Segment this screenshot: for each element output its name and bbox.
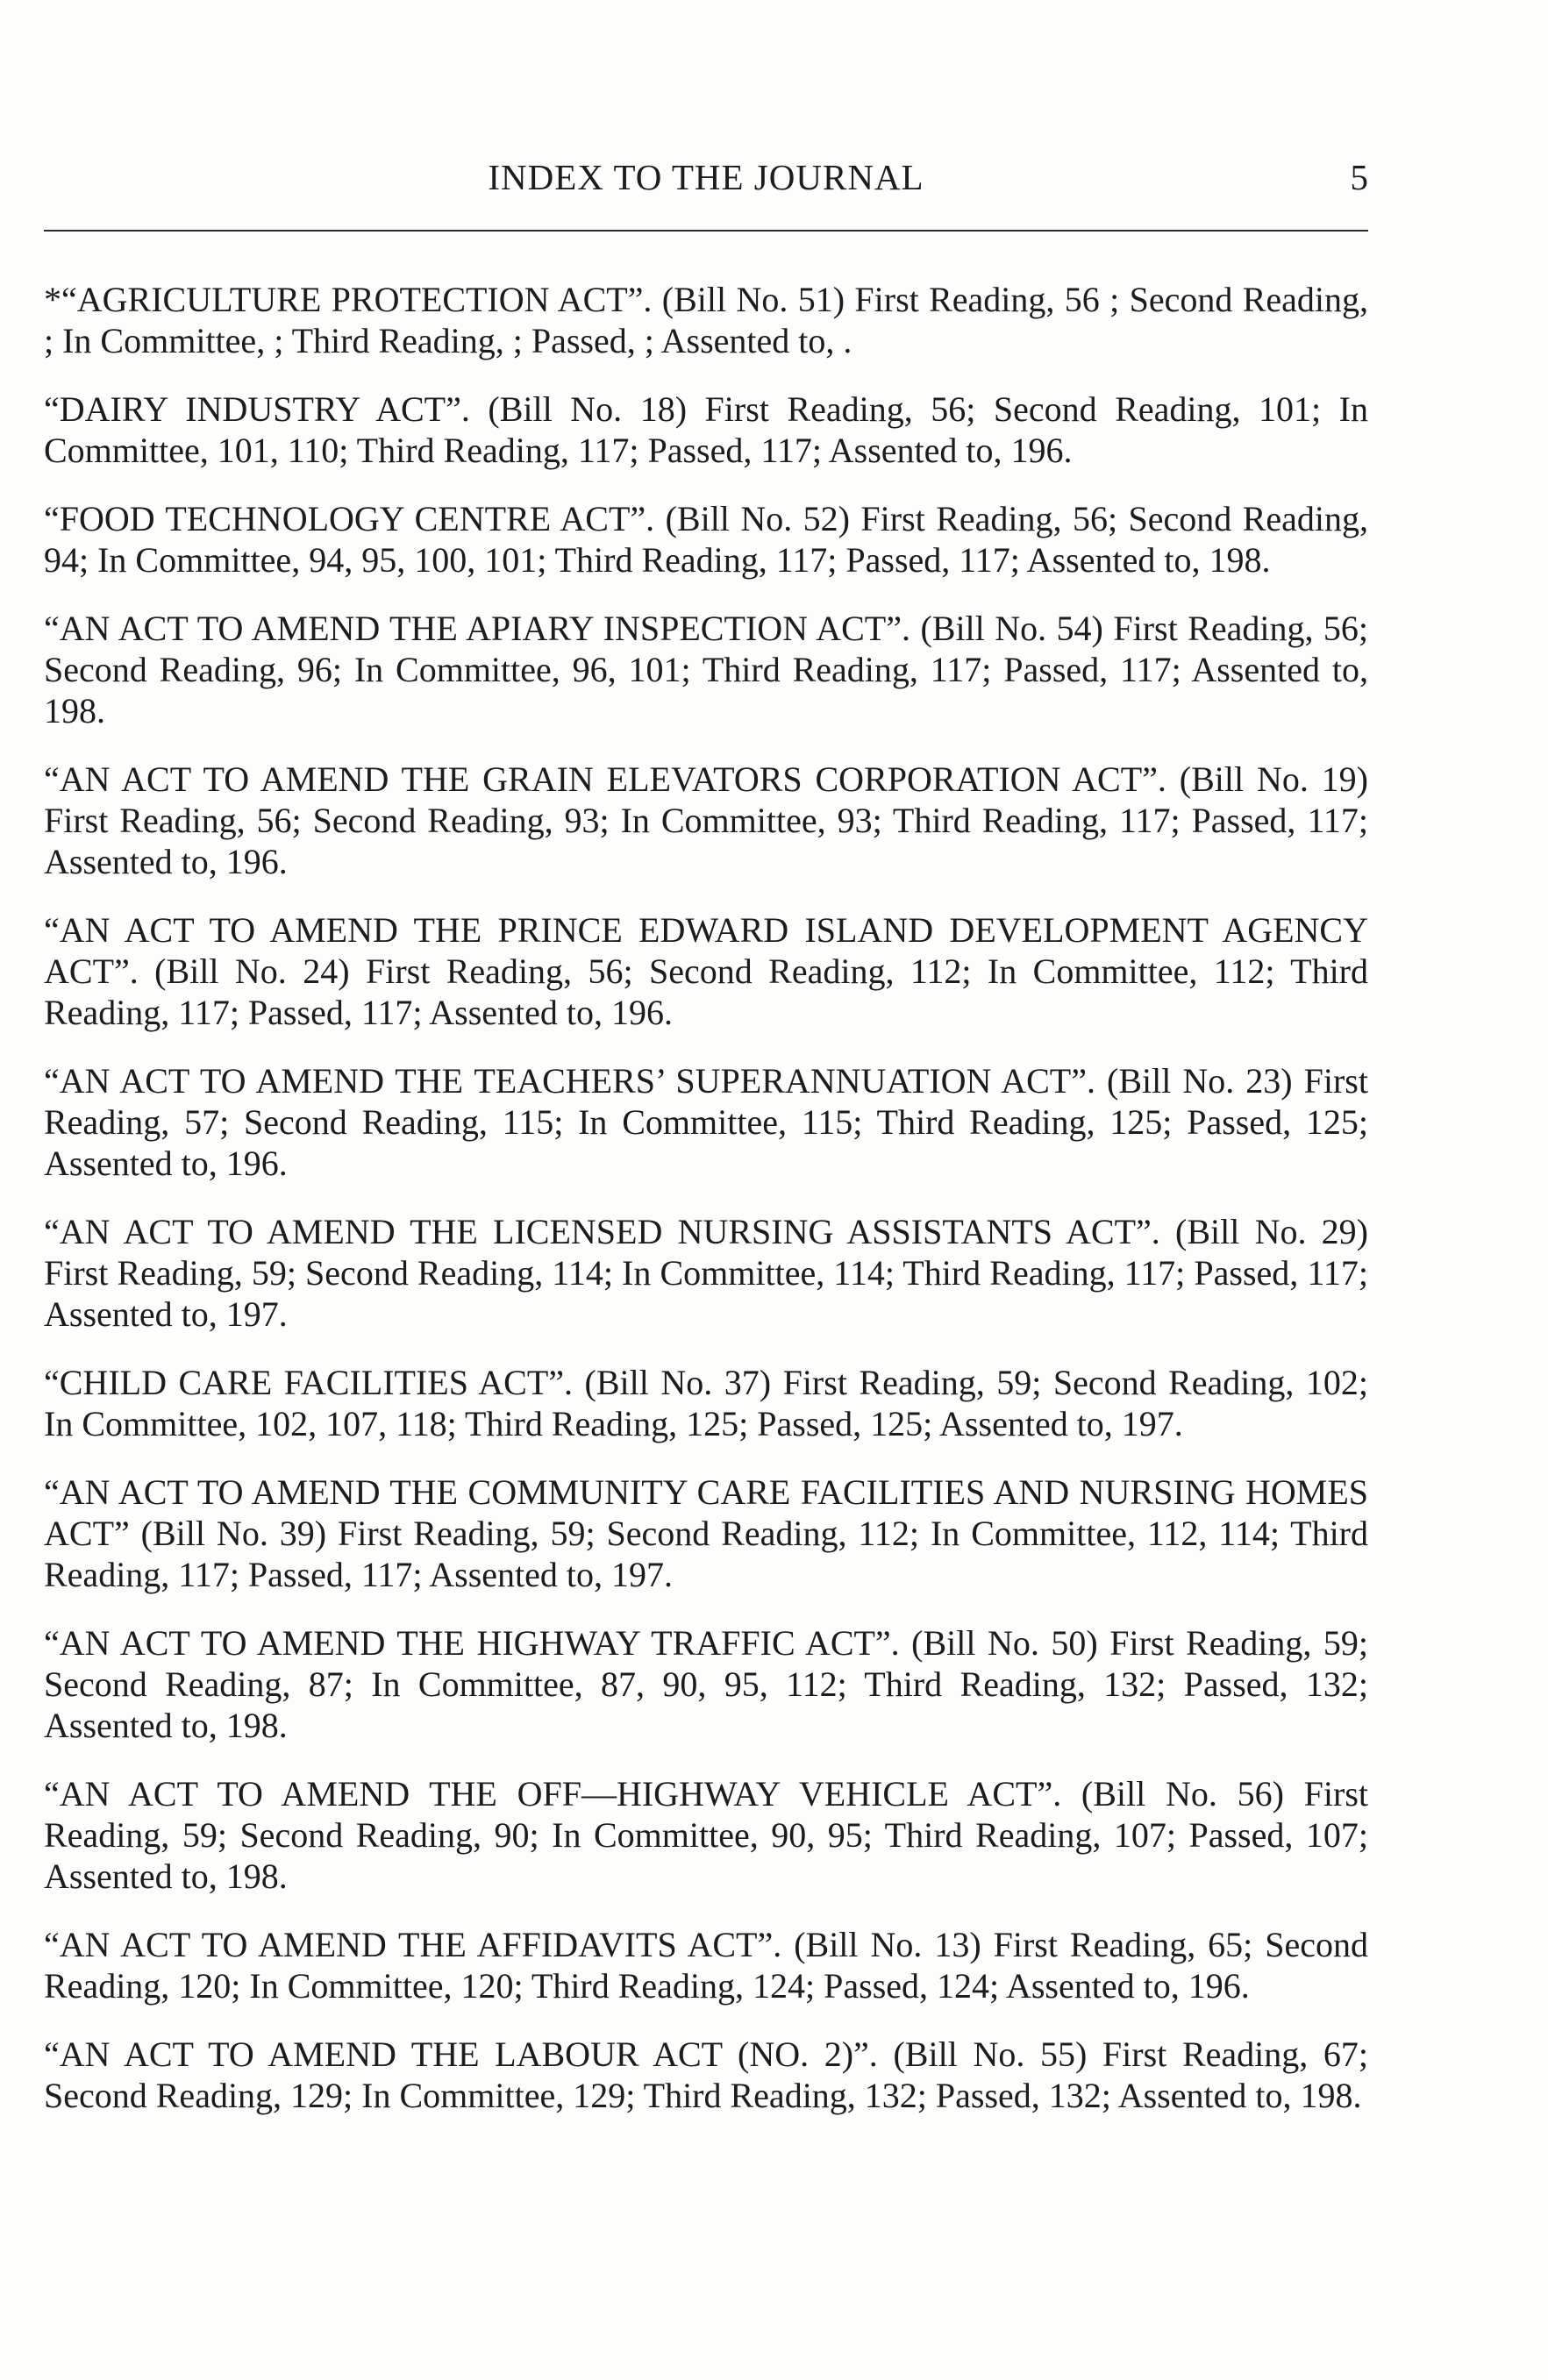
- index-entry: “AN ACT TO AMEND THE LABOUR ACT (NO. 2)”. (Bill No. 55) First Reading, 67; Second Reading, 129; In Committee, 129; Third Reading, 132; Passed, 132; Assented to, 198.: [44, 2034, 1368, 2115]
- index-entry: “AN ACT TO AMEND THE AFFIDAVITS ACT”. (Bill No. 13) First Reading, 65; Second Reading, 120; In Committee, 120; Third Reading, 124; Passed, 124; Assented to, 196.: [44, 1925, 1368, 2006]
- page-number: 5: [1350, 157, 1368, 197]
- index-entry: “AN ACT TO AMEND THE HIGHWAY TRAFFIC ACT”. (Bill No. 50) First Reading, 59; Second Reading, 87; In Committee, 87, 90, 95, 112; Third Reading, 132; Passed, 132; Assented to, 198.: [44, 1623, 1368, 1745]
- index-entries: [44, 279, 1368, 2143]
- index-entry: “CHILD CARE FACILITIES ACT”. (Bill No. 37) First Reading, 59; Second Reading, 102; In Committee, 102, 107, 118; Third Reading, 125; Passed, 125; Assented to, 197.: [44, 1363, 1368, 1443]
- index-entry: “FOOD TECHNOLOGY CENTRE ACT”. (Bill No. 52) First Reading, 56; Second Reading, 94; In Committee, 94, 95, 100, 101; Third Reading, 117; Passed, 117; Assented to, 198.: [44, 499, 1368, 580]
- index-entry: “DAIRY INDUSTRY ACT”. (Bill No. 18) First Reading, 56; Second Reading, 101; In Committee, 101, 110; Third Reading, 117; Passed, 117; Assented to, 196.: [44, 389, 1368, 470]
- header-rule: [44, 230, 1368, 232]
- index-entry: “AN ACT TO AMEND THE TEACHERS’ SUPERANNUATION ACT”. (Bill No. 23) First Reading, 57; Second Reading, 115; In Committee, 115; Third Reading, 125; Passed, 125; Assented to, 196.: [44, 1061, 1368, 1183]
- running-head: [44, 156, 1368, 209]
- index-entry: “AN ACT TO AMEND THE PRINCE EDWARD ISLAND DEVELOPMENT AGENCY ACT”. (Bill No. 24) First Reading, 56; Second Reading, 112; In Committee, 112; Third Reading, 117; Passed, 117; Assented to, 196.: [44, 910, 1368, 1032]
- page-title: INDEX TO THE JOURNAL: [488, 157, 924, 197]
- index-entry: “AN ACT TO AMEND THE OFF—HIGHWAY VEHICLE ACT”. (Bill No. 56) First Reading, 59; Second Reading, 90; In Committee, 90, 95; Third Reading, 107; Passed, 107; Assented to, 198.: [44, 1774, 1368, 1896]
- index-entry: “AN ACT TO AMEND THE APIARY INSPECTION ACT”. (Bill No. 54) First Reading, 56; Second Reading, 96; In Committee, 96, 101; Third Reading, 117; Passed, 117; Assented to, 198.: [44, 609, 1368, 730]
- index-entry: “AN ACT TO AMEND THE COMMUNITY CARE FACILITIES AND NURSING HOMES ACT” (Bill No. 39) First Reading, 59; Second Reading, 112; In Committee, 112, 114; Third Reading, 117; Passed, 117; Assented to, 197.: [44, 1472, 1368, 1594]
- index-entry: “AN ACT TO AMEND THE LICENSED NURSING ASSISTANTS ACT”. (Bill No. 29) First Reading, 59; Second Reading, 114; In Committee, 114; Third Reading, 117; Passed, 117; Assented to, 197.: [44, 1212, 1368, 1334]
- index-entry: “AN ACT TO AMEND THE GRAIN ELEVATORS CORPORATION ACT”. (Bill No. 19) First Reading, 56; Second Reading, 93; In Committee, 93; Third Reading, 117; Passed, 117; Assented to, 196.: [44, 759, 1368, 881]
- index-entry: *“AGRICULTURE PROTECTION ACT”. (Bill No. 51) First Reading, 56 ; Second Reading, ; In Committee, ; Third Reading, ; Passed, ; Assented to, .: [44, 280, 1368, 360]
